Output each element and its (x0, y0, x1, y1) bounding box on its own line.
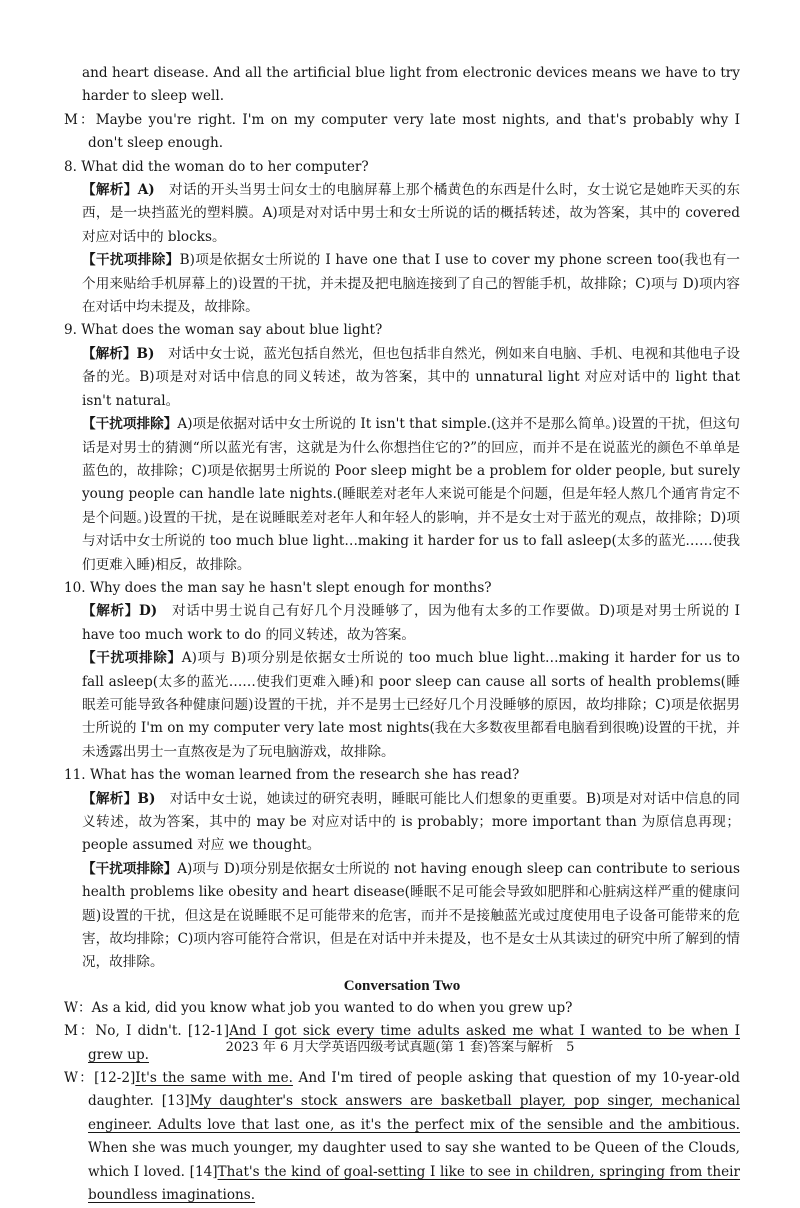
speaker-label: W： (64, 999, 92, 1016)
q10-exclusion (64, 647, 740, 764)
analysis-text: 对话中男士说自己有好几个月没睡够了，因为他有太多的工作要做。D)项是对男士所说的 I have too much work to do 的同义转述，故为答案。 (82, 603, 741, 643)
question-text: 11. What has the woman learned from the research she has read? (64, 767, 520, 784)
dialogue-text: And I'm tired of people asking that question of my 10-year-old daughter. (88, 1070, 740, 1110)
speaker-label: M： (64, 111, 96, 128)
dialogue-text: and heart disease. And all the artificial blue light from electronic devices means we have to try harder to sleep well. (82, 65, 740, 105)
exclusion-tag: 【干扰项排除】 (82, 860, 178, 877)
dialogue-continuation (64, 62, 740, 109)
exclusion-tag: 【干扰项排除】 (82, 416, 178, 433)
question-marker: [13] (161, 1093, 190, 1110)
dialogue-line-w2 (64, 1067, 740, 1207)
dialogue-text: As a kid, did you know what job you wanted to do when you grew up? (91, 999, 573, 1016)
dialogue-line-w1 (64, 997, 740, 1020)
q8-exclusion (64, 249, 740, 319)
question-11 (64, 764, 740, 787)
answer-letter: D) (138, 603, 158, 620)
analysis-tag: 【解析】 (82, 790, 138, 807)
exclusion-text: A)项与 D)项分别是依据女士所说的 not having enough sleep can contribute to serious health problems like obesity and heart disease(睡眠不足可能会导致如肥胖和心脏病这样严重的健康问题)设置的干扰，但这是在说睡眠不足可能带来的危害，而并不是接触蓝光或过度使用电子设备可能带来的危害，故均排除；C)项内容可能符合常识，但是在对话中并未提及，也不是女士从其读过的研究中所了解到的情况，故排除。 (82, 860, 740, 971)
analysis-tag: 【解析】 (82, 603, 139, 620)
q9-exclusion (64, 413, 740, 577)
q8-analysis (64, 179, 740, 249)
exclusion-tag: 【干扰项排除】 (82, 650, 182, 667)
q11-analysis (64, 788, 740, 858)
question-marker: [12-1] (187, 1023, 230, 1040)
question-10 (64, 577, 740, 600)
analysis-text: 对话中女士说，蓝光包括自然光，但也包括非自然光，例如来自电脑、手机、电视和其他电子设备的光。B)项是对对话中信息的同义转述，故为答案，其中的 unnatural light 对应对话中的 light that isn't natural。 (82, 345, 741, 409)
analysis-text: 对话的开头当男士问女士的电脑屏幕上那个橘黄色的东西是什么时，女士说它是她昨天买的东西，是一块挡蓝光的塑料膜。A)项是对对话中男士和女士所说的话的概括转述，故为答案，其中的 covered 对应对话中的 blocks。 (82, 182, 741, 245)
underlined-text: And I got sick every time adults asked me what I wanted to be when I grew up. (88, 1023, 740, 1063)
answer-letter: B) (137, 790, 156, 807)
analysis-text: 对话中女士说，她读过的研究表明，睡眠可能比人们想象的更重要。B)项是对对话中信息的同义转述，故为答案，其中的 may be 对应对话中的 is probably；more important than 为原信息再现；people assumed 对应 we thought。 (82, 790, 741, 854)
dialogue-text: When she was much younger, my daughter used to say she wanted to be Queen of the Clouds, which I loved. (88, 1140, 740, 1180)
answer-letter: A) (137, 182, 155, 199)
underlined-text: That's the kind of goal-setting I like to see in children, springing from their boundless imaginations. (88, 1163, 741, 1204)
dialogue-text: No, I didn't. (95, 1023, 188, 1040)
dialogue-text: Maybe you're right. I'm on my computer very late most nights, and that's probably why I don't sleep enough. (88, 111, 740, 152)
exclusion-text: B)项是依据女士所说的 I have one that I use to cover my phone screen too(我也有一个用来贴给手机屏幕上的)设置的干扰，并未提及把电脑连接到了自己的智能手机，故排除；C)项与 D)项内容在对话中均未提及，故排除。 (82, 252, 741, 316)
question-marker: [14] (189, 1163, 218, 1180)
analysis-tag: 【解析】 (82, 182, 138, 199)
analysis-tag: 【解析】 (82, 345, 137, 362)
section-heading: Conversation Two (343, 977, 461, 994)
dialogue-line-m1 (64, 109, 740, 156)
q9-analysis (64, 343, 740, 413)
question-marker: [12-2] (94, 1070, 136, 1087)
question-text: 10. Why does the man say he hasn't slept enough for months? (64, 579, 492, 596)
question-text: 9. What does the woman say about blue light? (64, 322, 383, 339)
underlined-text: My daughter's stock answers are basketball player, pop singer, mechanical engineer. Adults love that last one, as it's the perfect mix of the sensible and the ambitious. (88, 1093, 740, 1133)
answer-letter: B) (136, 345, 155, 362)
exclusion-text: A)项与 B)项分别是依据女士所说的 too much blue light…making it harder for us to fall asleep(太多的蓝光……使我们更难入睡)和 poor sleep can cause all sorts of health problems(睡眠差可能导致各种健康问题)设置的干扰，并不是男士已经好几个月没睡够的原因，故均排除；C)项是依据男士所说的 I'm on my computer very late most nights(我在大多数夜里都看电脑看到很晚)设置的干扰，并未透露出男士一直熬夜是为了玩电脑游戏，故排除。 (82, 650, 740, 760)
underlined-text: It's the same with me. (135, 1070, 293, 1087)
question-text: 8. What did the woman do to her computer? (64, 158, 369, 175)
speaker-label: M： (64, 1023, 96, 1040)
question-9 (64, 319, 740, 342)
exclusion-tag: 【干扰项排除】 (82, 252, 180, 269)
exclusion-text: A)项是依据对话中女士所说的 It isn't that simple.(这并不是那么简单。)设置的干扰，但这句话是对男士的猜测“所以蓝光有害，这就是为什么你想挡住它的?”的回应，而并不是在说蓝光的颜色不单单是蓝色的，故排除；C)项是依据男士所说的 Poor sleep might be a problem for older people, but surely young people can handle late nights.(睡眠差对老年人来说可能是个问题，但是年轻人熬几个通宵肯定不是个问题。)设置的干扰，是在说睡眠差对老年人和年轻人的影响，并不是女士对于蓝光的观点，故排除；D)项与对话中女士所说的 too much blue light…making it harder for us to fall asleep(太多的蓝光……使我们更难入睡)相反，故排除。 (82, 416, 741, 573)
q11-exclusion (64, 858, 740, 975)
q10-analysis (64, 600, 740, 647)
page-footer: 2023 年 6 月大学英语四级考试真题(第 1 套)答案与解析 5 (225, 1040, 575, 1055)
question-8 (64, 156, 740, 179)
speaker-label: W： (64, 1070, 95, 1087)
